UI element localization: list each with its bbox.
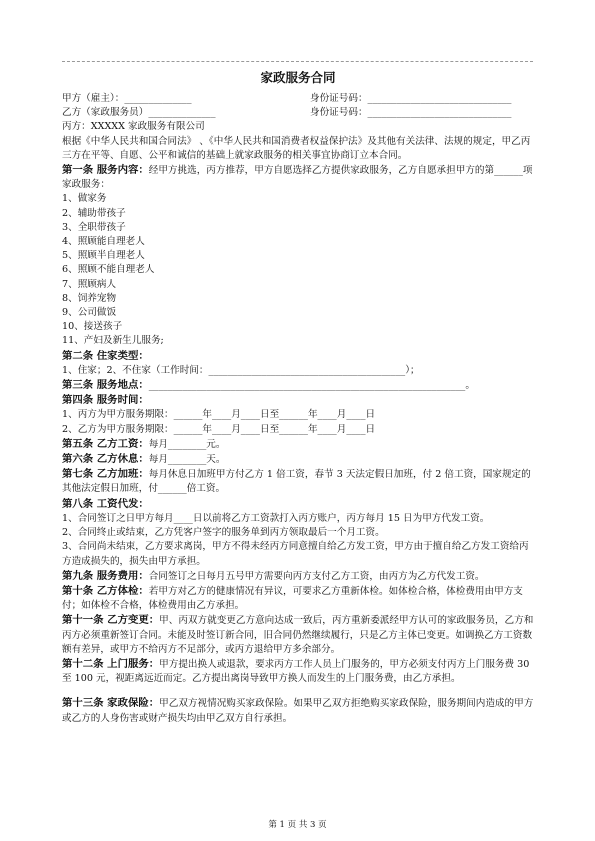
service-item: 4、照顾能自理老人 xyxy=(62,236,145,248)
article-8-item: 3、合同尚未结束，乙方要求离岗，甲方不得未经丙方同意擅自给乙方发工资，甲方由于擅自给乙方发工资给丙方造成损失的，损失由甲方承担。 xyxy=(62,541,529,567)
article-4-line-1: 1、丙方为甲方服务期限：______年____月____日至______年____月____日 xyxy=(62,409,376,421)
page-number: 第 1 页 共 3 页 xyxy=(268,820,327,830)
article-2-title: 第二条 住家类型： xyxy=(62,349,149,362)
document-title: 家政服务合同 xyxy=(260,70,336,85)
article-7-heading: 第七条 乙方加班： xyxy=(62,468,149,481)
article-4-line-2: 2、乙方为甲方服务期限：______年____月____日至______年____月____日 xyxy=(62,423,376,435)
article-5 xyxy=(62,437,534,452)
article-2-heading xyxy=(62,349,534,364)
document-page xyxy=(62,68,534,726)
article-5-body: 每月________元。 xyxy=(148,438,226,450)
service-item: 9、公司做饭 xyxy=(62,307,117,319)
party-b-id: 身份证号码：______________________________ xyxy=(310,107,512,119)
article-9 xyxy=(62,569,534,584)
article-10-heading: 第十条 乙方体检： xyxy=(62,584,149,597)
article-2-body: 1、住家；2、不住家（工作时间：_________________________________________）； xyxy=(62,364,420,376)
article-10 xyxy=(62,584,534,613)
party-c: 丙方：XXXXX 家政服务有限公司 xyxy=(62,121,205,133)
article-6-heading: 第六条 乙方休息： xyxy=(62,453,149,466)
article-8-item: 1、合同签订之日甲方每月____日以前将乙方工资款打入丙方账户，丙方每月 15 日为甲方代发工资。 xyxy=(62,512,490,524)
article-12-body: 甲方提出换人或退款，要求丙方工作人员上门服务的，甲方必须支付丙方上门服务费 30 至 100 元，视距离远近而定。乙方提出离岗导致甲方换人而发生的上门服务费，由乙方承担。 xyxy=(62,658,530,685)
article-10-body: 若甲方对乙方的健康情况有异议，可要求乙方重新体检。如体检合格，体检费用由甲方支付；如体检不合格，体检费用由乙方承担。 xyxy=(62,585,523,612)
article-9-body: 合同签订之日每月五号甲方需要向丙方支付乙方工资，由丙方为乙方代发工资。 xyxy=(148,570,485,582)
party-b-row xyxy=(62,106,534,120)
service-item: 1、做家务 xyxy=(62,193,107,205)
article-11-heading: 第十一条 乙方变更： xyxy=(62,614,160,627)
article-3-body: __________________________________________________________________。 xyxy=(148,380,475,392)
article-12-heading: 第十二条 上门服务： xyxy=(62,657,160,670)
party-b: 乙方（家政服务员）______________ xyxy=(62,107,216,119)
article-13-heading: 第十三条 家政保险： xyxy=(62,697,160,710)
article-9-heading: 第九条 服务费用： xyxy=(62,569,149,582)
article-13-body: 甲乙双方视情况购买家政保险。如果甲乙双方拒绝购买家政保险，服务期间内造成的甲方或乙方的人身伤害或财产损失均由甲乙双方自行承担。 xyxy=(62,698,534,724)
article-1 xyxy=(62,163,534,192)
article-13 xyxy=(62,696,534,725)
article-3 xyxy=(62,378,534,393)
article-8-heading xyxy=(62,497,534,512)
service-item: 10、接送孩子 xyxy=(62,321,123,333)
article-5-heading: 第五条 乙方工资： xyxy=(62,437,149,450)
service-list xyxy=(62,192,534,348)
article-6 xyxy=(62,452,534,467)
service-item: 7、照顾病人 xyxy=(62,278,117,290)
intro-paragraph: 根据《中华人民共和国合同法》 、《中华人民共和国消费者权益保护法》及其他有关法律、法规的规定，甲乙丙三方在平等、自愿、公平和诚信的基础上就家政服务的相关事宜协商订立本合同。 xyxy=(62,135,531,161)
article-11 xyxy=(62,613,534,657)
article-4-title: 第四条 服务时间： xyxy=(62,394,149,407)
article-4-heading xyxy=(62,393,534,408)
spacer xyxy=(62,686,534,696)
party-a-id: 身份证号码：______________________________ xyxy=(310,93,512,104)
service-item: 8、饲养宠物 xyxy=(62,292,117,304)
party-a-row xyxy=(62,92,534,106)
article-8-title: 第八条 工资代发： xyxy=(62,497,149,510)
header-rule xyxy=(62,61,533,62)
service-item: 6、照顾不能自理老人 xyxy=(62,264,155,276)
article-6-body: 每月________天。 xyxy=(148,454,226,466)
article-8-item: 2、合同终止或结束，乙方凭客户签字的服务单到丙方领取最后一个月工资。 xyxy=(62,527,385,539)
service-item: 3、全职带孩子 xyxy=(62,221,126,233)
service-item: 11、产妇及新生儿服务; xyxy=(62,335,164,347)
article-11-body: 甲、丙双方就变更乙方意向达成一致后，丙方重新委派经甲方认可的家政服务员，乙方和丙方必须重新签订合同。未能及时签订新合同，旧合同仍然继续履行，只是乙方主体已变更。如调换乙方工资数额有差异，或甲方不给丙方不足部分，或丙方退给甲方多余部分。 xyxy=(62,615,534,655)
article-1-body: 经甲方挑选，丙方推荐，甲方自愿选择乙方提供家政服务，乙方自愿承担甲方的第______项家政服务： xyxy=(62,165,533,191)
article-1-heading: 第一条 服务内容： xyxy=(62,164,149,177)
article-3-heading: 第三条 服务地点： xyxy=(62,379,149,392)
article-7-body: 每月休息日加班甲方付乙方 1 倍工资，春节 3 天法定假日加班，付 2 倍工资，国家规定的其他法定假日加班，付______倍工资。 xyxy=(62,469,531,495)
service-item: 5、照顾半自理老人 xyxy=(62,250,145,262)
article-12 xyxy=(62,657,534,686)
service-item: 2、辅助带孩子 xyxy=(62,207,126,219)
article-7 xyxy=(62,467,534,496)
party-a: 甲方（雇主）：______________ xyxy=(62,93,192,104)
